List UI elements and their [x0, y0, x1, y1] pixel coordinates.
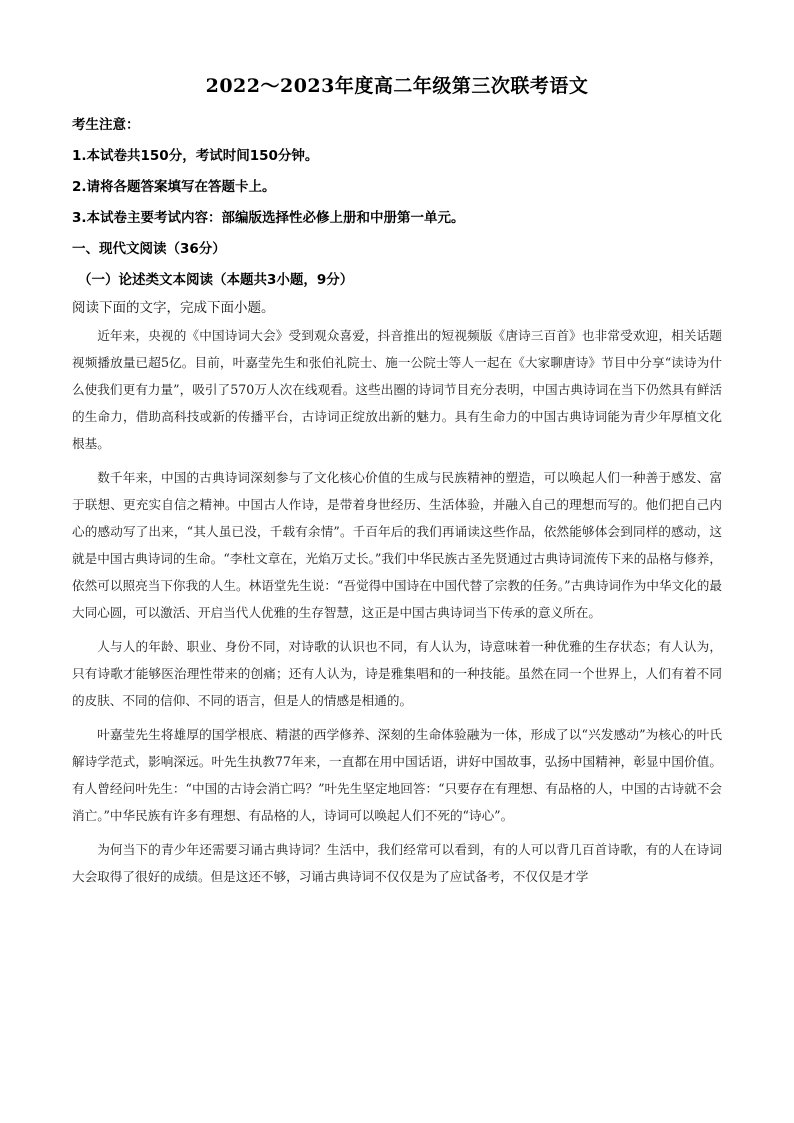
passage-paragraph-3: 人与人的年龄、职业、身份不同，对诗歌的认识也不同，有人认为，诗意味着一种优雅的生存状态；有人认为，只有诗歌才能够医治理性带来的创痛；还有人认为，诗是雅集唱和的一种技能。虽然在同一个世界上，人们有着不同的皮肤、不同的信仰、不同的语言，但是人的情感是相通的。 [72, 639, 722, 708]
notice-heading: 考生注意： [72, 117, 140, 133]
reading-instruction: 阅读下面的文字，完成下面小题。 [72, 300, 275, 316]
passage-paragraph-4: 叶嘉莹先生将雄厚的国学根底、精湛的西学修养、深刻的生命体验融为一体，形成了以“兴发感动”为核心的叶氏解诗学范式，影响深远。叶先生执教77年来，一直都在用中国话语，讲好中国故事，弘扬中国精神，彰显中国价值。有人曾经问叶先生：“中国的古诗会消亡吗？”叶先生坚定地回答：“只要存在有理想、有品格的人，中国的古诗就不会消亡。”中华民族有许多有理想、有品格的人，诗词可以唤起人们不死的“诗心”。 [72, 727, 722, 823]
passage-paragraph-1: 近年来，央视的《中国诗词大会》受到观众喜爱，抖音推出的短视频版《唐诗三百首》也非常受欢迎，相关话题视频播放量已超5亿。目前，叶嘉莹先生和张伯礼院士、施一公院士等人一起在《大家聊唐诗》节目中分享“读诗为什么使我们更有力量”，吸引了570万人次在线观看。这些出圈的诗词节目充分表明，中国古典诗词在当下仍然具有鲜活的生命力，借助高科技或新的传播平台，古诗词正绽放出新的魅力。具有生命力的中国古典诗词能为青少年厚植文化根基。 [72, 328, 722, 451]
passage-paragraph-2: 数千年来，中国的古典诗词深刻参与了文化核心价值的生成与民族精神的塑造，可以唤起人们一种善于感发、富于联想、更充实自信之精神。中国古人作诗，是带着身世经历、生活体验，并融入自己的理想而写的。他们把自己内心的感动写了出来，“其人虽已没，千载有余情”。千百年后的我们再诵读这些作品，依然能够体会到同样的感动，这就是中国古典诗词的生命。“李杜文章在，光焰万丈长。”我们中华民族古圣先贤通过古典诗词流传下来的品格与修养，依然可以照亮当下你我的人生。林语堂先生说：“吾觉得中国诗在中国代替了宗教的任务。”古典诗词作为中华文化的最大同心圆，可以激活、开启当代人优雅的生存智慧，这正是中国古典诗词当下传承的意义所在。 [72, 470, 722, 620]
notice-item-1: 1.本试卷共150分，考试时间150分钟。 [72, 148, 319, 164]
passage-paragraph-5: 为何当下的青少年还需要习诵古典诗词？生活中，我们经常可以看到，有的人可以背几百首诗歌，有的人在诗词大会取得了很好的成绩。但是这还不够，习诵古典诗词不仅仅是为了应试备考，不仅仅是才学 [72, 842, 722, 884]
notice-item-3: 3.本试卷主要考试内容：部编版选择性必修上册和中册第一单元。 [72, 210, 465, 226]
notice-item-2: 2.请将各题答案填写在答题卡上。 [72, 179, 276, 195]
section-heading: 一、现代文阅读（36分） [72, 241, 226, 257]
subsection-heading: （一）论述类文本阅读（本题共3小题，9分） [78, 272, 354, 288]
exam-title: 2022～2023年度高二年级第三次联考语文 [205, 75, 589, 97]
passage-body [72, 322, 722, 897]
